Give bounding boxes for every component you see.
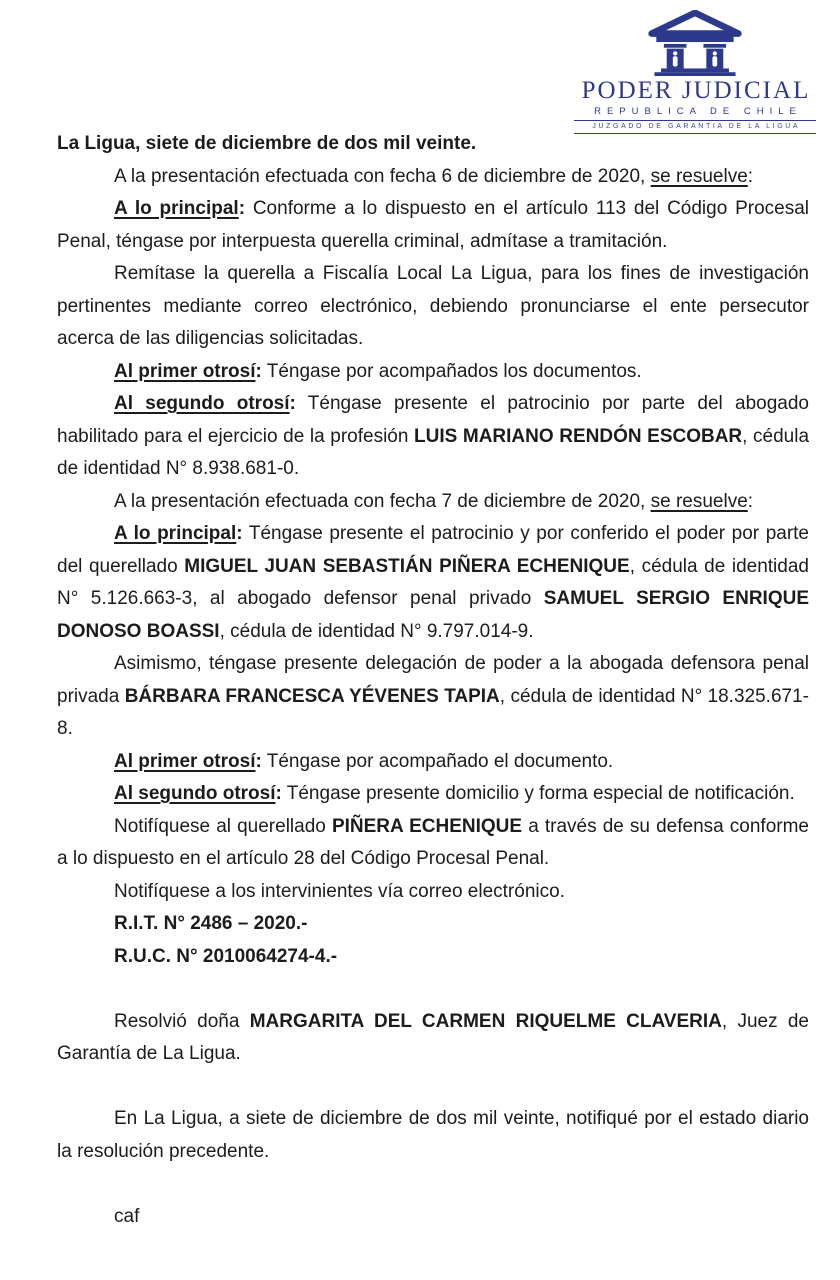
text-run: : [236, 523, 243, 544]
text-run: La Ligua, siete de diciembre de dos mil veinte. [57, 133, 477, 154]
text-run: A lo principal [114, 523, 237, 544]
text-run: , Juez de Garantía de La Ligua. [57, 1010, 809, 1064]
text-run: Al primer otrosí [114, 360, 256, 382]
paragraph [57, 778, 809, 811]
paragraph-spacer [57, 1168, 809, 1201]
text-run: BÁRBARA FRANCESCA YÉVENES TAPIA [124, 685, 500, 707]
paragraph [57, 876, 809, 909]
text-run: : [275, 783, 282, 804]
text-run: Téngase presente el patrocinio y por conferido el poder por parte del querellado [57, 523, 810, 577]
paragraph [57, 1201, 809, 1234]
text-run: PIÑERA ECHENIQUE [331, 815, 523, 837]
paragraph-spacer [57, 973, 809, 1006]
text-run: se resuelve [650, 490, 748, 512]
paragraph [57, 258, 809, 356]
text-run: : [255, 360, 262, 382]
text-run: LUIS MARIANO RENDÓN ESCOBAR [414, 425, 743, 447]
text-run: Téngase presente domicilio y forma especial de notificación. [281, 783, 795, 804]
text-run: : [747, 165, 754, 187]
text-run: R.U.C. N° 2010064274-4.- [114, 945, 338, 967]
text-run: En La Ligua, a siete de diciembre de dos mil veinte, notifiqué por el estado diario la resolución precedente. [57, 1108, 809, 1162]
text-run: Notifíquese al querellado [114, 815, 332, 837]
paragraph [57, 1103, 809, 1168]
text-run: Téngase presente el patrocinio por parte del abogado habilitado para el ejercicio de la profesión [57, 393, 810, 447]
text-run: a través de su defensa conforme a lo dispuesto en el artículo 28 del Código Procesal Penal. [57, 815, 810, 869]
text-run: A la presentación efectuada con fecha 6 de diciembre de 2020, [114, 165, 651, 187]
paragraph [57, 193, 809, 258]
text-run: Notifíquese a los intervinientes vía correo electrónico. [114, 880, 565, 902]
text-run: Remítase la querella a Fiscalía Local La Ligua, para los fines de investigación pertinentes mediante correo electrónico, debiendo pronunciarse el ente persecutor acerca de las diligencias solicitadas. [57, 263, 809, 349]
paragraph [57, 128, 809, 161]
poder-judicial-logo [574, 10, 816, 134]
text-run: Conforme a lo dispuesto en el artículo 113 del Código Procesal Penal, téngase por interpuesta querella criminal, admítase a tramitación. [57, 198, 810, 252]
paragraph-spacer [57, 1071, 809, 1104]
text-run: , cédula de identidad N° 18.325.671-8. [57, 685, 809, 739]
text-run: MIGUEL JUAN SEBASTIÁN PIÑERA ECHENIQUE [184, 555, 630, 577]
text-run: A la presentación efectuada con fecha 7 de diciembre de 2020, [114, 490, 651, 512]
text-run: , cédula de identidad N° 5.126.663-3, al abogado defensor penal privado [57, 555, 809, 609]
text-run: SAMUEL SERGIO ENRIQUE DONOSO BOASSI [57, 588, 809, 642]
text-run: Téngase por acompañados los documentos. [261, 360, 642, 382]
paragraph [57, 388, 809, 486]
paragraph [57, 908, 809, 941]
text-run: , cédula de identidad N° 8.938.681-0. [57, 425, 810, 479]
logo-org-name: PODER JUDICIAL [581, 77, 811, 104]
text-run: , cédula de identidad N° 9.797.014-9. [219, 620, 534, 642]
text-run: : [238, 198, 246, 219]
text-run: Resolvió doña [114, 1010, 250, 1032]
paragraph [57, 161, 809, 194]
text-run: Asimismo, téngase presente delegación de poder a la abogada defensora penal privada [57, 653, 809, 707]
paragraph [57, 486, 809, 519]
document-body [57, 128, 809, 1233]
text-run: R.I.T. N° 2486 – 2020.- [114, 913, 308, 934]
paragraph [57, 746, 809, 779]
paragraph [57, 648, 809, 746]
text-run: : [747, 490, 754, 512]
text-run: caf [114, 1205, 140, 1227]
courthouse-icon [574, 10, 816, 76]
text-run: A lo principal [114, 198, 239, 219]
text-run: : [255, 750, 262, 772]
text-run: MARGARITA DEL CARMEN RIQUELME CLAVERIA [249, 1010, 722, 1032]
text-run: : [289, 393, 296, 414]
text-run: Téngase por acompañado el documento. [261, 750, 614, 772]
text-run: se resuelve [650, 165, 748, 187]
paragraph [57, 1006, 809, 1071]
text-run: Al primer otrosí [114, 750, 256, 772]
paragraph [57, 518, 809, 648]
paragraph [57, 941, 809, 974]
paragraph [57, 811, 809, 876]
logo-court-name: JUZGADO DE GARANTIA DE LA LIGUA [574, 121, 816, 134]
logo-republic-line: REPUBLICA DE CHILE [574, 104, 816, 121]
paragraph [57, 356, 809, 389]
text-run: Al segundo otrosí [114, 393, 290, 414]
text-run: Al segundo otrosí [114, 783, 276, 804]
